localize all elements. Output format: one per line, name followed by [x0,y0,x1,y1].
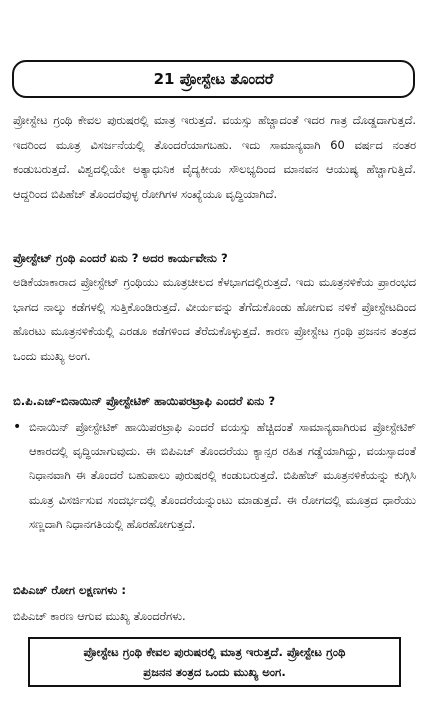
symptoms-paragraph: ಬಿಪಿಎಚ್ ಕಾರಣ ಆಗುವ ಮುಖ್ಯ ತೊಂದರೆಗಳು. [13,609,186,623]
highlight-box [28,637,401,687]
section-heading-symptoms: ಬಿಪಿಎಚ್ ರೋಗ ಲಕ್ಷಣಗಳು : [13,583,126,597]
highlight-box-line-2: ಪ್ರಜನನ ತಂತ್ರದ ಒಂದು ಮುಖ್ಯ ಅಂಗ. [143,665,286,679]
bph-bullet-text: ಬಿನಾಯಿನ್ ಪ್ರೋಸ್ಟೇಟಿಕ್ ಹಾಯಿಪರಟ್ರಾಫಿ ಎಂದರೆ ವಯಸ್ಸು ಹೆಚ್ಚಿದಂತೆ ಸಾಮಾನ್ಯವಾಗಿರುವ ಪ್ರೋಸ್ಟೇಟಿಕ್ ಆಕಾರದಲ್ಲಿ ವೃದ್ಧಿಯಾಗುವುದು. ಈ ಬಿಪಿಎಚ್ ತೊಂದರೆಯು ಕ್ಯಾನ್ಸರ ರಹಿತ ಗಡ್ಡೆಯಾಗಿದ್ದು, ವಯಸ್ಸಾದಂತೆ ನಿಧಾನವಾಗಿ ಈ ತೊಂದರೆ ಬಹುಪಾಲು ಪುರುಷರಲ್ಲಿ ಕಂಡುಬರುತ್ತದೆ. ಬಿಪಿಹೆಚ್ ಮೂತ್ರನಳಿಕೆಯನ್ನು ಕುಗ್ಗಿಸಿ ಮೂತ್ರ ವಿಸರ್ಜಿಸುವ ಸಂದರ್ಭದಲ್ಲಿ ತೊಂದರೆಯನ್ನುಂಟು ಮಾಡುತ್ತದೆ. ಈ ರೋಗದಲ್ಲಿ ಮೂತ್ರದ ಧಾರೆಯು ಸಣ್ಣದಾಗಿ ನಿಧಾನಗತಿಯಲ್ಲಿ ಹೊರಹೋಗುತ್ತದೆ. [29,420,416,531]
section-heading-prostate-gland: ಪ್ರೋಸ್ಟೇಟ್ ಗ್ರಂಥಿ ಎಂದರೆ ಏನು ? ಅದರ ಕಾರ್ಯವೇನು ? [13,251,228,265]
highlight-box-line-1: ಪ್ರೋಸ್ಟೇಟ ಗ್ರಂಥಿ ಕೇವಲ ಪುರುಷರಲ್ಲಿ ಮಾತ್ರ ಇರುತ್ತದೆ. ಪ್ರೋಸ್ಟೇಟ ಗ್ರಂಥಿ [83,645,346,659]
section-heading-bph: ಬಿ.ಪಿ.ಎಚ್-ಬಿನಾಯಿನ್ ಪ್ರೋಸ್ಟೇಟಿಕ್ ಹಾಯಿಪರಟ್ರಾಫಿ ಎಂದರೆ ಏನು ? [13,394,276,408]
bph-bullet [13,415,416,536]
bullet-dot-icon: • [13,419,22,435]
chapter-title: 21 ಪ್ರೋಸ್ಟೇಟ ತೊಂದರೆ [12,60,415,98]
prostate-gland-paragraph: ಅಡಿಕೆಯಾಕಾರಾದ ಪ್ರೋಸ್ಟೇಟ್ ಗ್ರಂಥಿಯು ಮೂತ್ರಚೀಲದ ಕೆಳಭಾಗದಲ್ಲಿರುತ್ತದೆ. ಇದು ಮೂತ್ರನಳಿಕೆಯ ಪ್ರಾರಂಭದ ಭಾಗದ ನಾಲ್ಕು ಕಡೆಗಳಲ್ಲಿ ಸುತ್ತಿಕೊಂಡಿರುತ್ತದೆ. ವೀರ್ಯವನ್ನು ತೆಗೆದುಕೊಂಡು ಹೋಗುವ ನಳಿಕೆ ಪ್ರೋಸ್ಟೇಟದಿಂದ ಹೊರಟು ಮೂತ್ರನಳಿಕೆಯಲ್ಲಿ ಎರಡೂ ಕಡೆಗಳಿಂದ ತೆರೆದುಕೊಳ್ಳುತ್ತದೆ. ಕಾರಣ ಪ್ರೋಸ್ಟೇಟ ಗ್ರಂಥಿ ಪ್ರಜನನ ತಂತ್ರದ ಒಂದು ಮುಖ್ಯ ಅಂಗ. [13,275,416,363]
intro-paragraph: ಪ್ರೋಸ್ಟೇಟ ಗ್ರಂಥಿ ಕೇವಲ ಪುರುಷರಲ್ಲಿ ಮಾತ್ರ ಇರುತ್ತದೆ. ವಯಸ್ಸು ಹೆಚ್ಚಾದಂತೆ ಇದರ ಗಾತ್ರ ದೊಡ್ಡದಾಗುತ್ತದೆ. ಇದರಿಂದ ಮೂತ್ರ ವಿಸರ್ಜನೆಯಲ್ಲಿ ತೊಂದರೆಯಾಗಬಹು. ಇದು ಸಾಮಾನ್ಯವಾಗಿ 60 ವರ್ಷದ ನಂತರ ಕಂಡುಬರುತ್ತದೆ. ವಿಶ್ವದಲ್ಲಿಯೇ ಅತ್ಯಾಧುನಿಕ ವೈದ್ಯಕೀಯ ಸೌಲಭ್ಯದಿಂದ ಮಾನವನ ಆಯುಷ್ಯ ಹೆಚ್ಚಾಗುತ್ತಿದೆ. ಆದ್ದರಿಂದ ಬಿಪಿಹೆಚ್ ತೊಂದರೆವುಳ್ಳ ರೋಗಿಗಳ ಸಂಖ್ಯೆಯೂ ವೃದ್ಧಿಯಾಗಿದೆ. [13,113,416,201]
